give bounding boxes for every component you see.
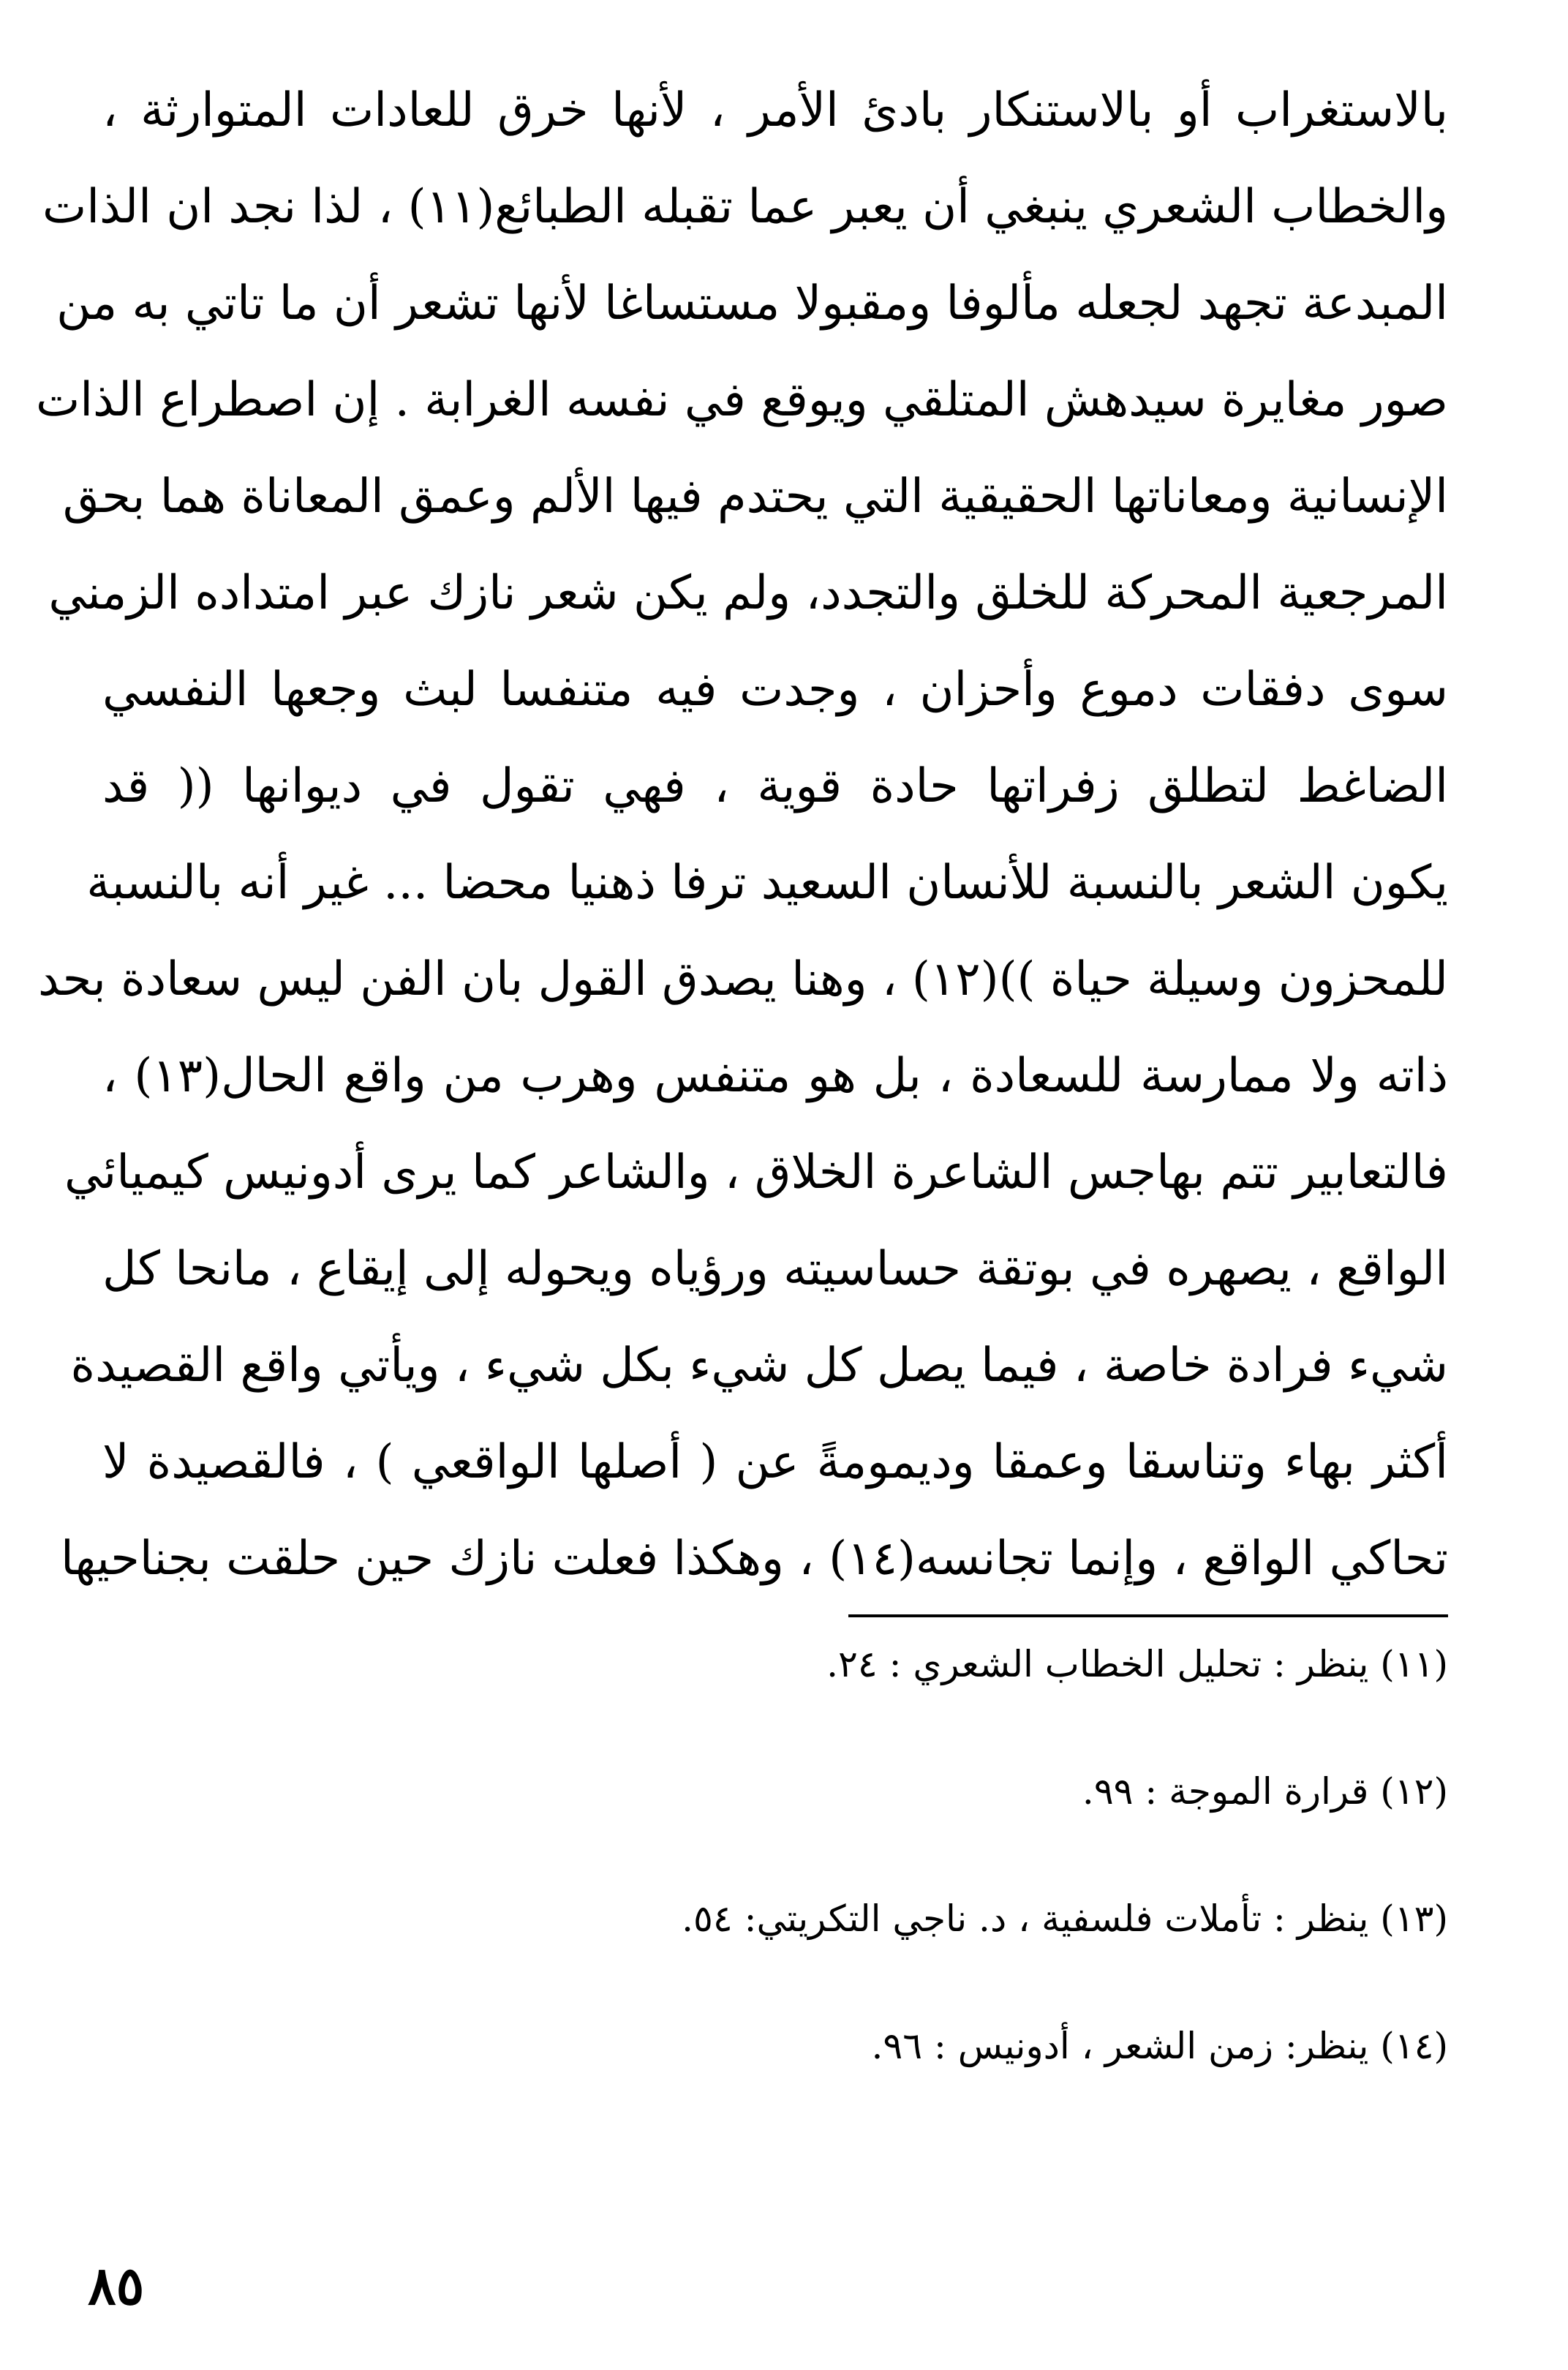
body-line: المرجعية المحركة للخلق والتجدد، ولم يكن شعر نازك عبر امتداده الزمني <box>48 566 1448 620</box>
footnote: (١٣) ينظر : تأملات فلسفية ، د. ناجي التكريتي: ٥٤. <box>682 1897 1448 1940</box>
page-number: ٨٥ <box>88 2254 145 2317</box>
body-line: فالتعابير تتم بهاجس الشاعرة الخلاق ، والشاعر كما يرى أدونيس كيميائي <box>64 1146 1448 1200</box>
body-line: شيء فرادة خاصة ، فيما يصل كل شيء بكل شيء ، ويأتي واقع القصيدة <box>70 1339 1448 1393</box>
footnotes <box>102 1639 1448 2148</box>
footnote: (١٢) قرارة الموجة : ٩٩. <box>1082 1770 1448 1813</box>
body-line: تحاكي الواقع ، وإنما تجانسه(١٤) ، وهكذا فعلت نازك حين حلقت بجناحيها <box>60 1532 1448 1586</box>
body-line: سوى دفقات دموع وأحزان ، وجدت فيه متنفسا لبث وجعها النفسي <box>102 663 1448 717</box>
footnote-separator <box>848 1614 1448 1617</box>
body-line: للمحزون وسيلة حياة ))(١٢) ، وهنا يصدق القول بان الفن ليس سعادة بحد <box>38 952 1448 1007</box>
body-line: بالاستغراب أو بالاستنكار بادئ الأمر ، لأنها خرق للعادات المتوارثة ، <box>102 83 1448 138</box>
body-line: ذاته ولا ممارسة للسعادة ، بل هو متنفس وهرب من واقع الحال(١٣) ، <box>102 1049 1449 1103</box>
body-line: والخطاب الشعري ينبغي أن يعبر عما تقبله الطبائع(١١) ، لذا نجد ان الذات <box>42 180 1448 234</box>
body-line: صور مغايرة سيدهش المتلقي ويوقع في نفسه الغرابة . إن اصطراع الذات <box>35 373 1448 427</box>
body-line: المبدعة تجهد لجعله مألوفا ومقبولا مستساغا لأنها تشعر أن ما تاتي به من <box>56 276 1448 331</box>
body-line: الضاغط لتطلق زفراتها حادة قوية ، فهي تقول في ديوانها (( قد <box>102 759 1449 813</box>
body-line: يكون الشعر بالنسبة للأنسان السعيد ترفا ذهنيا محضا ... غير أنه بالنسبة <box>86 856 1448 910</box>
footnote: (١٤) ينظر: زمن الشعر ، أدونيس : ٩٦. <box>871 2025 1448 2067</box>
body-line: أكثر بهاء وتناسقا وعمقا وديمومةً عن ( أصلها الواقعي ) ، فالقصيدة لا <box>102 1435 1448 1489</box>
footnote: (١١) ينظر : تحليل الخطاب الشعري : ٢٤. <box>826 1643 1448 1685</box>
body-line: الواقع ، يصهره في بوتقة حساسيته ورؤياه ويحوله إلى إيقاع ، مانحا كل <box>102 1242 1448 1296</box>
body-line: الإنسانية ومعاناتها الحقيقية التي يحتدم فيها الألم وعمق المعاناة هما بحق <box>62 470 1448 524</box>
body-text <box>35 62 1449 1607</box>
